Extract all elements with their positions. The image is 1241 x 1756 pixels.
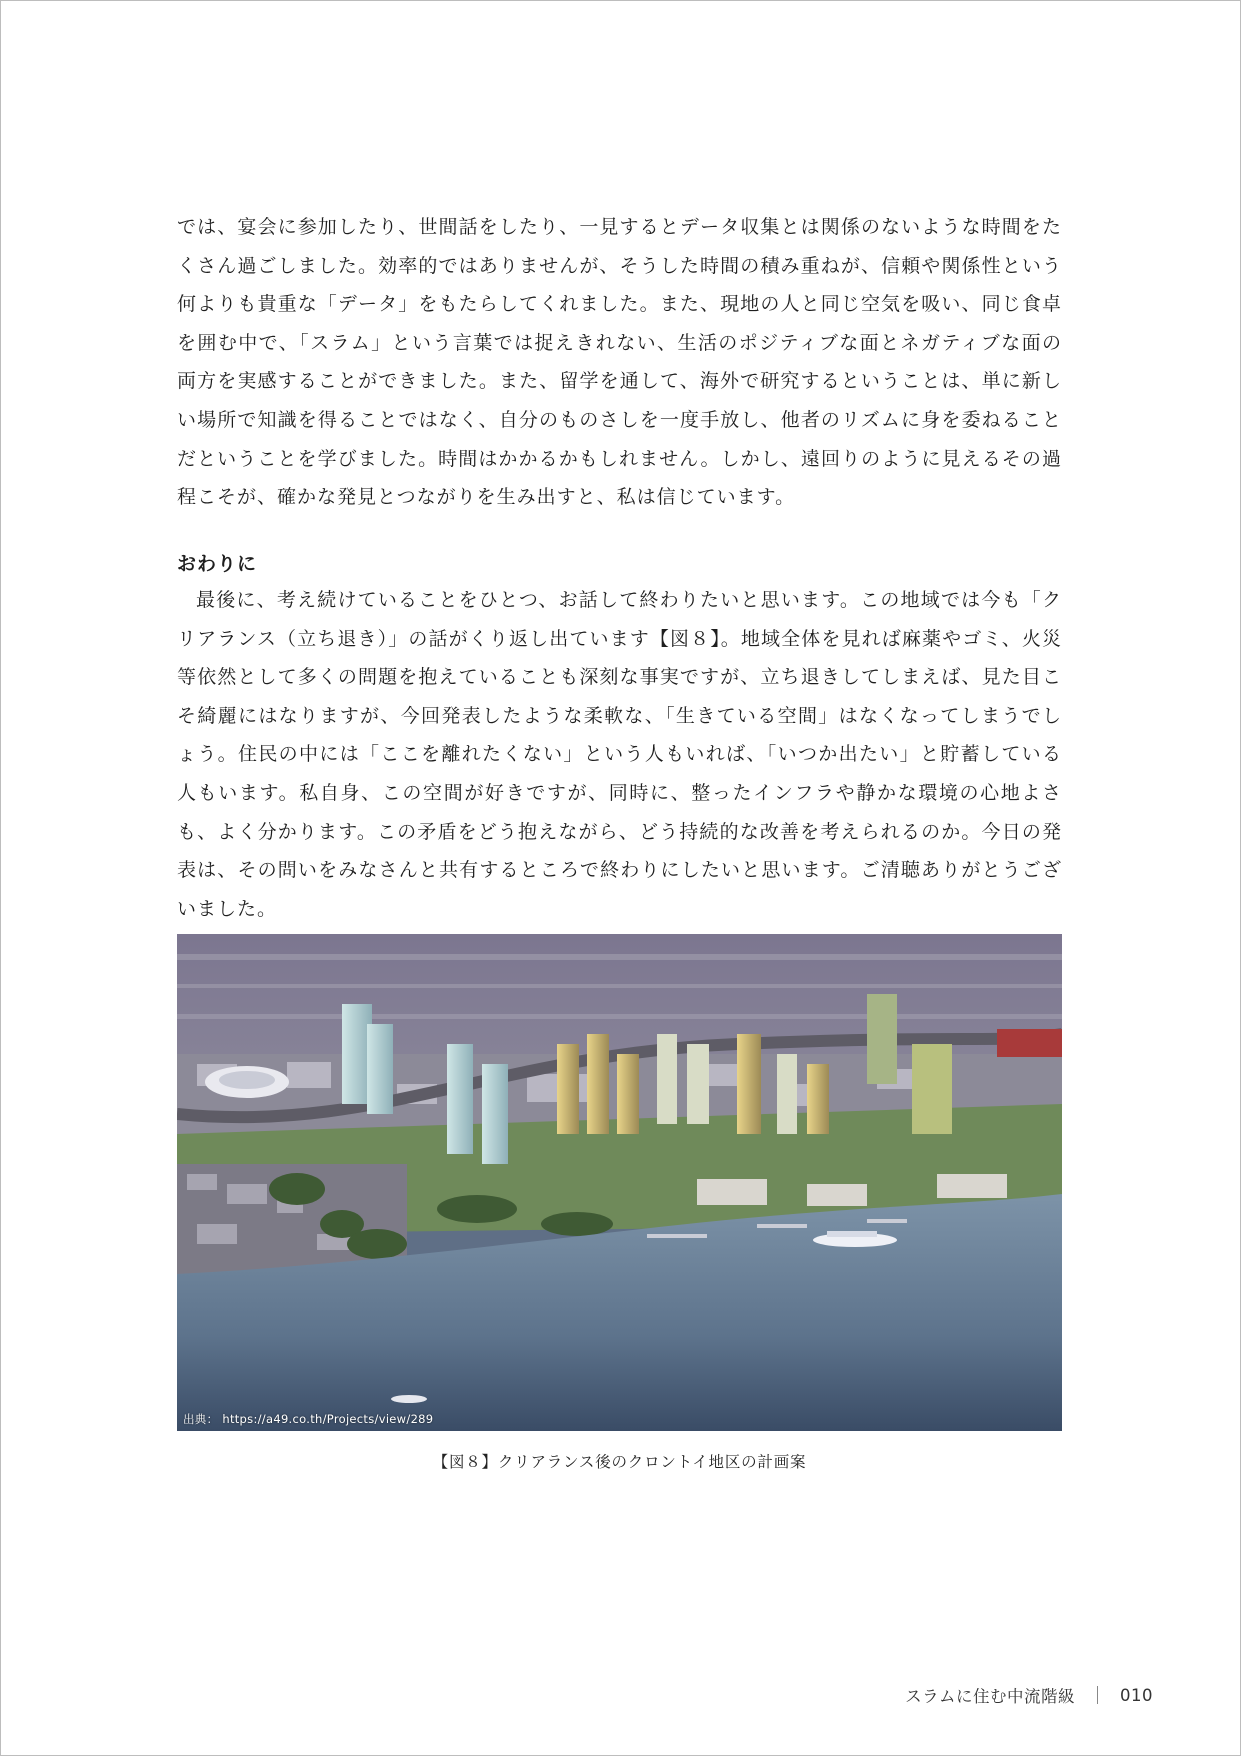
paragraph-text: では、宴会に参加したり、世間話をしたり、一見するとデータ収集とは関係のないような時間をたくさん過ごしました。効率的ではありませんが、そうした時間の積み重ねが、信頼や関係性という何よりも貴重な「データ」をもたらしてくれました。また、現地の人と同じ空気を吸い、同じ食卓を囲む中で、「スラム」という言葉では捉えきれない、生活のポジティブな面とネガティブな面の両方を実感することができました。また、留学を通して、海外で研究するということは、単に新しい場所で知識を得ることではなく、自分のものさしを一度手放し、他者のリズムに身を委ねることだということを学びました。時間はかかるかもしれません。しかし、遠回りのように見えるその過程こそが、確かな発見とつながりを生み出すと、私は信じています。	[177, 216, 1062, 509]
figure-caption: 【図８】クリアランス後のクロントイ地区の計画案	[432, 1453, 807, 1471]
running-title: スラムに住む中流階級	[905, 1687, 1075, 1706]
section-heading: おわりに	[177, 553, 258, 575]
figure-source-label: 出典： https://a49.co.th/Projects/view/289	[183, 1412, 434, 1426]
body-paragraph-1	[177, 208, 1062, 517]
footer-divider	[1097, 1686, 1098, 1704]
red-roofs	[997, 1029, 1062, 1057]
figure-8-image	[177, 934, 1062, 1431]
body-paragraph-2	[177, 581, 1062, 928]
small-boat	[391, 1395, 427, 1403]
page-number: 010	[1120, 1685, 1153, 1705]
aerial-plan-rendering	[177, 934, 1062, 1431]
paragraph-text: 最後に、考え続けていることをひとつ、お話して終わりたいと思います。この地域では今も「クリアランス（立ち退き）」の話がくり返し出ています【図８】。地域全体を見れば麻薬やゴミ、火災等依然として多くの問題を抱えていることも深刻な事実ですが、立ち退きしてしまえば、見た目こそ綺麗にはなりますが、今回発表したような柔軟な、「生きている空間」はなくなってしまうでしょう。住民の中には「ここを離れたくない」という人もいれば、「いつか出たい」と貯蓄している人もいます。私自身、この空間が好きですが、同時に、整ったインフラや静かな環境の心地よさも、よく分かります。この矛盾をどう抱えながら、どう持続的な改善を考えられるのか。今日の発表は、その問いをみなさんと共有するところで終わりにしたいと思います。ご清聴ありがとうございました。	[177, 589, 1062, 920]
page-footer	[905, 1683, 1153, 1707]
